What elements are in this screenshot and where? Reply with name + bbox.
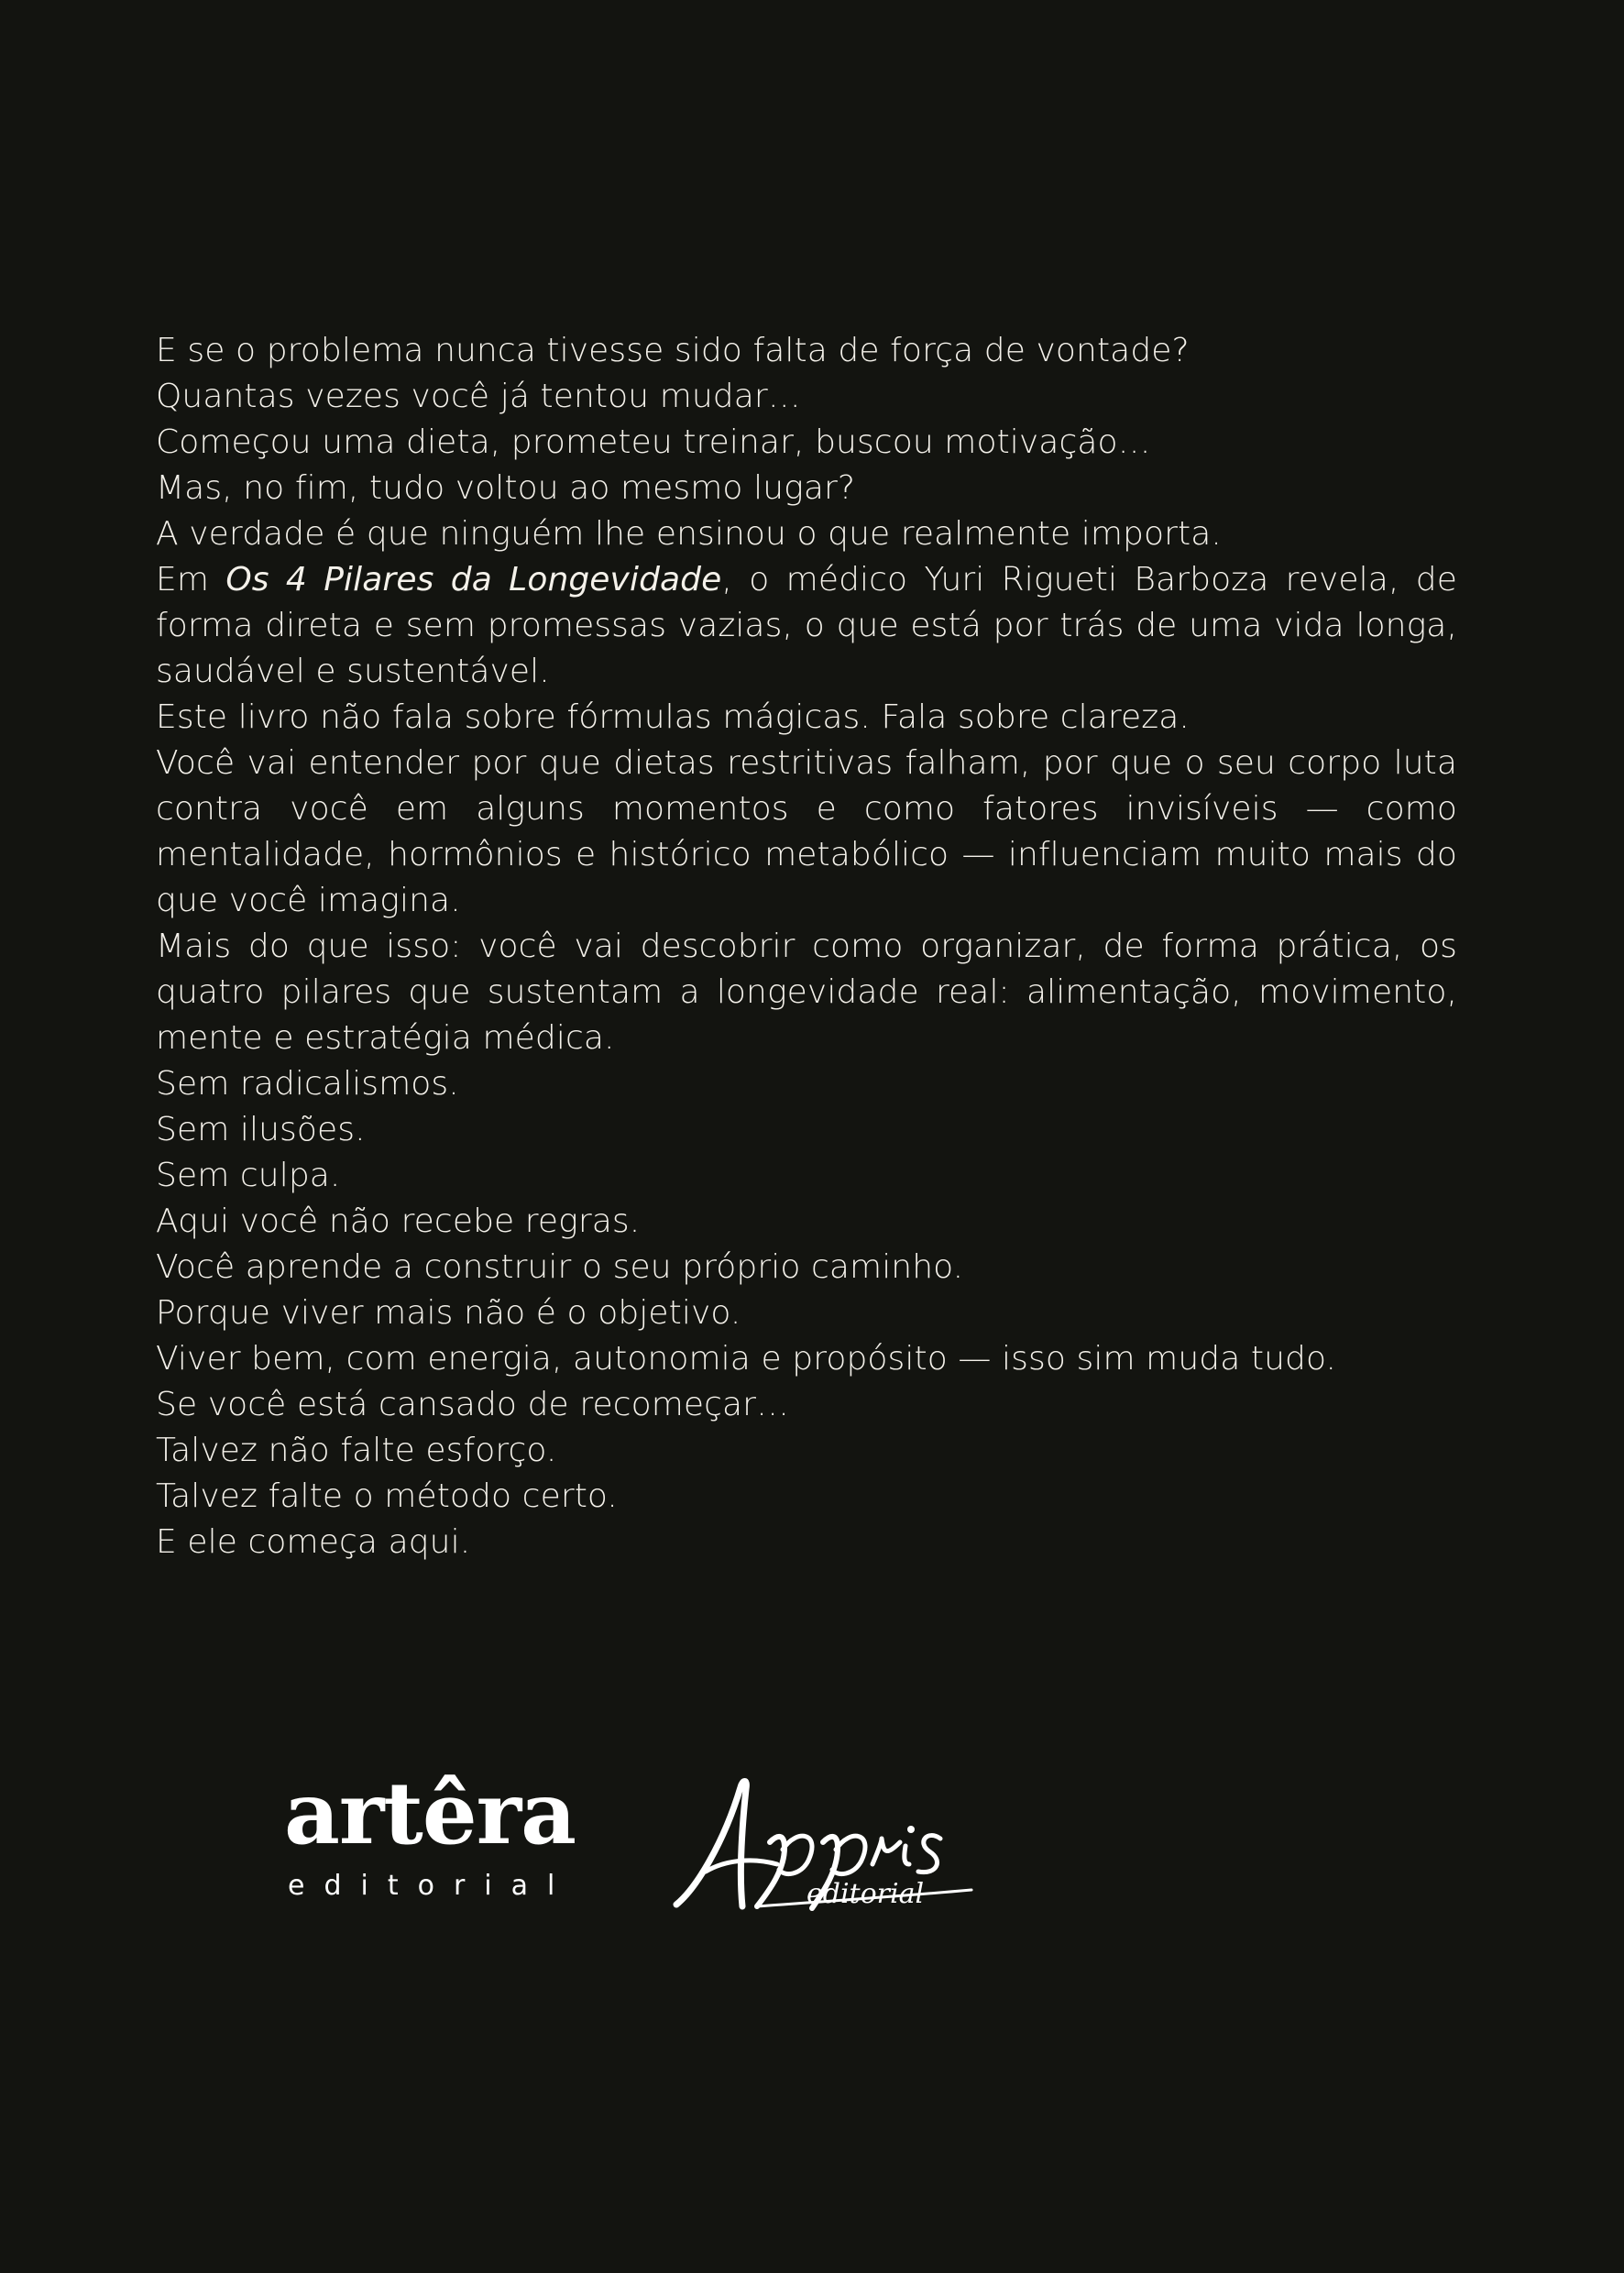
intro-paragraph: [156, 557, 1457, 695]
text-line: Sem culpa.: [156, 1157, 341, 1194]
text-line: Sem ilusões.: [156, 1111, 366, 1148]
text-line: Porque viver mais não é o objetivo.: [156, 1294, 741, 1332]
text-line: Sem radicalismos.: [156, 1065, 459, 1103]
text-line: Talvez falte o método certo.: [156, 1477, 618, 1515]
intro-rest: , o médico Yuri Rigueti Barboza revela, de forma direta e sem promessas vazias, o que está por trás de uma vida longa, saudável e sustentável.: [156, 561, 1457, 690]
publisher-logos: [284, 1763, 1017, 1925]
text-line: Quantas vezes você já tentou mudar…: [156, 378, 801, 415]
text-line: Se você está cansado de recomeçar…: [156, 1386, 790, 1423]
diets-paragraph: Você vai entender por que dietas restritivas falham, por que o seu corpo luta contra você em alguns momentos e como fatores invisíveis — como mentalidade, hormônios e histórico metabólico — influenciam muito mais do que você imagina.: [156, 744, 1457, 919]
appris-logo-mark: [669, 1769, 981, 1925]
appris-editorial-logo: [669, 1769, 981, 1925]
artera-editorial-logo: [284, 1763, 605, 1916]
appris-logo-subtitle: editorial: [807, 1878, 925, 1910]
back-cover-text: [156, 328, 1457, 1565]
text-line: A verdade é que ninguém lhe ensinou o que realmente importa.: [156, 515, 1222, 553]
text-line: Este livro não fala sobre fórmulas mágicas. Fala sobre clareza.: [156, 698, 1190, 736]
pillars-paragraph: Mais do que isso: você vai descobrir como organizar, de forma prática, os quatro pilares que sustentam a longevidade real: alimentação, movimento, mente e estratégia médica.: [156, 928, 1457, 1057]
intro-prefix: Em: [156, 561, 226, 598]
text-line: E ele começa aqui.: [156, 1523, 471, 1561]
text-line: Começou uma dieta, prometeu treinar, buscou motivação…: [156, 423, 1151, 461]
text-line: Viver bem, com energia, autonomia e propósito — isso sim muda tudo.: [156, 1340, 1337, 1378]
artera-logo-wordmark: artêra: [284, 1763, 576, 1864]
text-line: Mas, no fim, tudo voltou ao mesmo lugar?: [156, 469, 856, 507]
text-line: Aqui você não recebe regras.: [156, 1202, 641, 1240]
text-line: E se o problema nunca tivesse sido falta de força de vontade?: [156, 332, 1190, 369]
text-line: Você aprende a construir o seu próprio caminho.: [156, 1248, 964, 1286]
artera-logo-subtitle: editorial: [288, 1870, 575, 1902]
text-line: Talvez não falte esforço.: [156, 1432, 557, 1469]
book-title: Os 4 Pilares da Longevidade: [225, 561, 722, 598]
